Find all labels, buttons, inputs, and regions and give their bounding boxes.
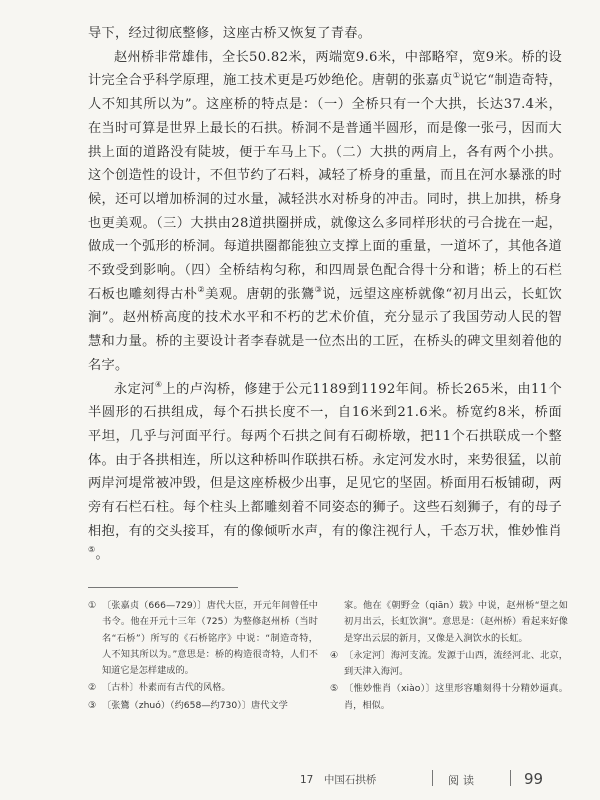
footnote-4 [330, 648, 568, 681]
footnote-3 [88, 698, 318, 714]
footnote-text: 〔张嘉贞（666—729）〕唐代大臣，开元年间曾任中书令。他在开元十三年（725）为整修赵州桥（当时名“石桥”）所写的《石桥铭序》中说：“制造奇特，人不知其所以为。”意思是：桥的构造很奇特，人们不知道它是怎样建成的。 [102, 600, 318, 677]
page-number: 99 [524, 770, 544, 788]
footnote-5 [330, 681, 568, 714]
footnote-1 [88, 598, 318, 679]
footnote-number: ① [88, 600, 97, 611]
footnote-3-continued [330, 598, 568, 647]
main-text [88, 22, 562, 567]
paragraph-1-text: 导下，经过彻底整修，这座古桥又恢复了青春。 [88, 26, 372, 41]
footer-divider [432, 770, 433, 786]
footnote-text: 〔古朴〕朴素而有古代的风格。 [102, 682, 231, 694]
lesson-title: 17 中国石拱桥 [300, 774, 377, 786]
footnote-number: ② [88, 682, 97, 694]
footnote-text: 〔惟妙惟肖（xiào）〕这里形容雕刻得十分精妙逼真。肖，相似。 [344, 683, 568, 711]
footnote-ref-5: ⑤ [88, 545, 96, 555]
page-footer [0, 770, 600, 790]
section-label: 阅读 [448, 774, 478, 787]
footnote-ref-1: ① [452, 71, 461, 81]
paragraph-3 [88, 378, 562, 568]
footnote-number-spacer [330, 598, 344, 647]
paragraph-2 [88, 46, 562, 378]
paragraph-1 [88, 22, 562, 46]
paragraph-3-text-a: 永定河 [114, 381, 155, 397]
footnotes-right-column [330, 598, 568, 715]
paragraph-2-text-b: 说它“制造奇特，人不知其所以为”。这座桥的特点是：（一）全桥只有一个大拱，长达37.4米，在当时可算是世界上最长的石拱。桥洞不是普通半圆形，而是像一张弓，因而大拱上面的道路没有陡坡，便于车马上下。（二）大拱的两肩上，各有两个小拱。这个创造性的设计，不但节约了石料，减轻了桥身的重量，而且在河水暴涨的时候，还可以增加桥洞的过水量，减轻洪水对桥身的冲击。同时，拱上加拱，桥身也更美观。（三）大拱由28道拱圈拼成，就像这么多同样形状的弓合拢在一起，做成一个弧形的桥洞。每道拱圈都能独立支撑上面的重量，一道坏了，其他各道不致受到影响。（四）全桥结构匀称，和四周景色配合得十分和谐；桥上的石栏石板也雕刻得古朴 [88, 73, 562, 302]
footnote-text: 〔张鷟（zhuó）（约658—约730）〕唐代文学 [102, 699, 288, 711]
footnote-divider [88, 587, 238, 588]
paragraph-3-text-b: 上的卢沟桥，修建于公元1189到1192年间。桥长265米，由11个半圆形的石拱组成，每个石拱长度不一，自16米到21.6米。桥宽约8米，桥面平坦，几乎与河面平行。每两个石拱之间有石砌桥墩，把11个石拱联成一个整体。由于各拱相连，所以这种桥叫作联拱石桥。永定河发水时，来势很猛，以前两岸河堤常被冲毁，但是这座桥极少出事，足见它的坚固。桥面用石板铺砌，两旁有石栏石柱。每个柱头上都雕刻着不同姿态的狮子。这些石刻狮子，有的母子相抱，有的交头接耳，有的像倾听水声，有的像注视行人，千态万状，惟妙惟肖 [88, 381, 562, 539]
footnote-text: 家。他在《朝野佥（qiān）载》中说，赵州桥“望之如初月出云，长虹饮涧”。意思是：（赵州桥）看起来好像是穿出云层的新月，又像是入涧饮水的长虹。 [344, 600, 568, 644]
paragraph-2-text-d: 说，远望这座桥就像“初月出云，长虹饮涧”。赵州桥高度的技术水平和不朽的艺术价值，充分显示了我国劳动人民的智慧和力量。桥的主要设计者李春就是一位杰出的工匠，在桥头的碑文里刻着他的名字。 [88, 286, 562, 373]
footnote-number: ⑤ [330, 683, 339, 695]
footnote-ref-2: ② [197, 284, 206, 294]
footnote-number: ④ [330, 649, 339, 661]
paragraph-2-text-a: 赵州桥非常雄伟，全长50.82米，两端宽9.6米，中部略窄，宽9米。桥的设计完全合乎科学原理，施工技术更是巧妙绝伦。唐朝的张嘉贞 [88, 49, 562, 89]
footnotes-left-column [88, 598, 318, 715]
footnote-text: 〔永定河〕海河支流。发源于山西，流经河北、北京，到天津入海河。 [344, 649, 568, 678]
footnote-ref-4: ④ [154, 379, 163, 389]
footnote-ref-3: ③ [314, 284, 323, 294]
footnote-2 [88, 680, 318, 696]
paragraph-3-text-c: 。 [95, 547, 109, 563]
footer-divider [510, 770, 511, 786]
paragraph-2-text-c: 美观。唐朝的张鷟 [205, 286, 315, 302]
footnote-number: ③ [88, 699, 97, 711]
